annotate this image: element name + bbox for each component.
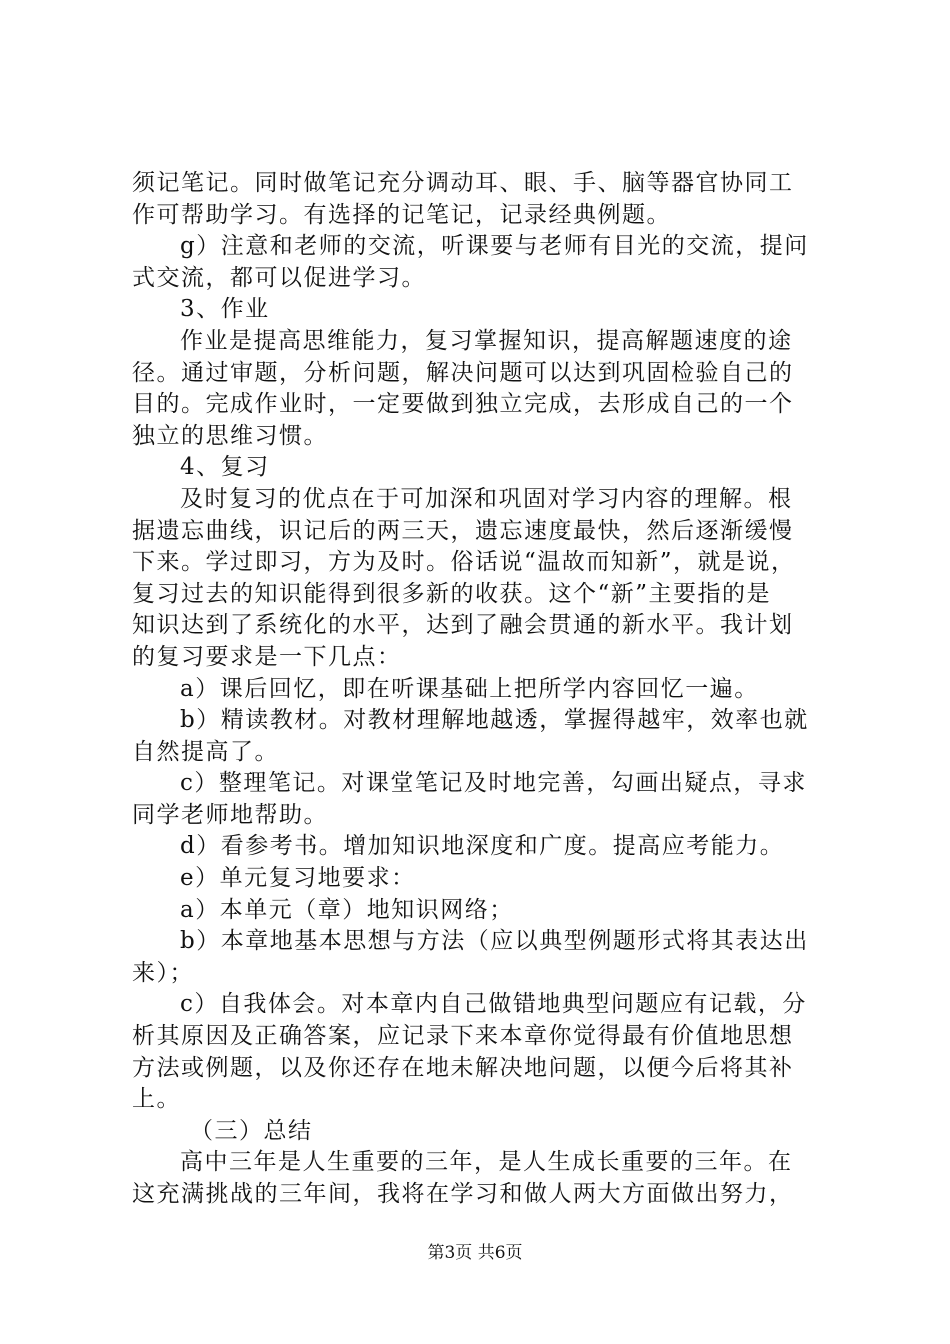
text-line: 高中三年是人生重要的三年，是人生成长重要的三年。在 — [180, 1149, 793, 1176]
text-line: 式交流，都可以促进学习。 — [132, 264, 426, 291]
text-line: 据遗忘曲线，识记后的两三天，遗忘速度最快，然后逐渐缓慢 — [132, 517, 794, 544]
text-line: 上。 — [132, 1086, 181, 1113]
text-line: a）本单元（章）地知识网络； — [180, 896, 514, 923]
text-line: 自然提高了。 — [132, 738, 279, 765]
text-line: 及时复习的优点在于可加深和巩固对学习内容的理解。根 — [180, 485, 793, 512]
text-line: 来）； — [132, 959, 194, 986]
text-line: 同学老师地帮助。 — [132, 801, 328, 828]
text-line: c）整理笔记。对课堂笔记及时地完善，勾画出疑点，寻求 — [180, 770, 807, 797]
text-line: b）本章地基本思想与方法（应以典型例题形式将其表达出 — [180, 928, 809, 955]
text-line: e）单元复习地要求： — [180, 865, 416, 892]
text-line: c）自我体会。对本章内自己做错地典型问题应有记载，分 — [180, 991, 807, 1018]
text-line: 的复习要求是一下几点： — [132, 643, 402, 670]
text-line: 复习过去的知识能得到很多新的收获。这个“新”主要指的是 — [132, 580, 772, 607]
text-line: 作业是提高思维能力，复习掌握知识，提高解题速度的途 — [180, 327, 793, 354]
text-line: 径。通过审题，分析问题，解决问题可以达到巩固检验自己的 — [132, 359, 794, 386]
text-line: 作可帮助学习。有选择的记笔记，记录经典例题。 — [132, 201, 671, 228]
text-line: 下来。学过即习，方为及时。俗话说“温故而知新”，就是说， — [132, 549, 796, 576]
document-body — [132, 168, 837, 1211]
text-line: 3、作业 — [180, 296, 270, 323]
text-line: 这充满挑战的三年间，我将在学习和做人两大方面做出努力， — [132, 1181, 794, 1207]
text-line: 独立的思维习惯。 — [132, 422, 328, 449]
page-footer — [0, 1242, 950, 1264]
text-line: 4、复习 — [180, 454, 270, 481]
text-line: b）精读教材。对教材理解地越透，掌握得越牢，效率也就 — [180, 707, 809, 734]
text-line: 目的。完成作业时，一定要做到独立完成，去形成自己的一个 — [132, 391, 794, 418]
text-line: （三）总结 — [190, 1117, 313, 1144]
text-line: d）看参考书。增加知识地深度和广度。提高应考能力。 — [180, 833, 785, 860]
text-line: 析其原因及正确答案，应记录下来本章你觉得最有价值地思想 — [132, 1023, 794, 1050]
text-line: 方法或例题，以及你还存在地未解决地问题，以便今后将其补 — [132, 1054, 794, 1081]
text-line: 须记笔记。同时做笔记充分调动耳、眼、手、脑等器官协同工 — [132, 170, 794, 196]
text-line: 知识达到了系统化的水平，达到了融会贯通的新水平。我计划 — [132, 612, 794, 639]
page-number: 第3页 共6页 — [427, 1243, 523, 1263]
text-line: a）课后回忆，即在听课基础上把所学内容回忆一遍。 — [180, 675, 759, 702]
text-line: g）注意和老师的交流，听课要与老师有目光的交流，提问 — [180, 233, 809, 260]
